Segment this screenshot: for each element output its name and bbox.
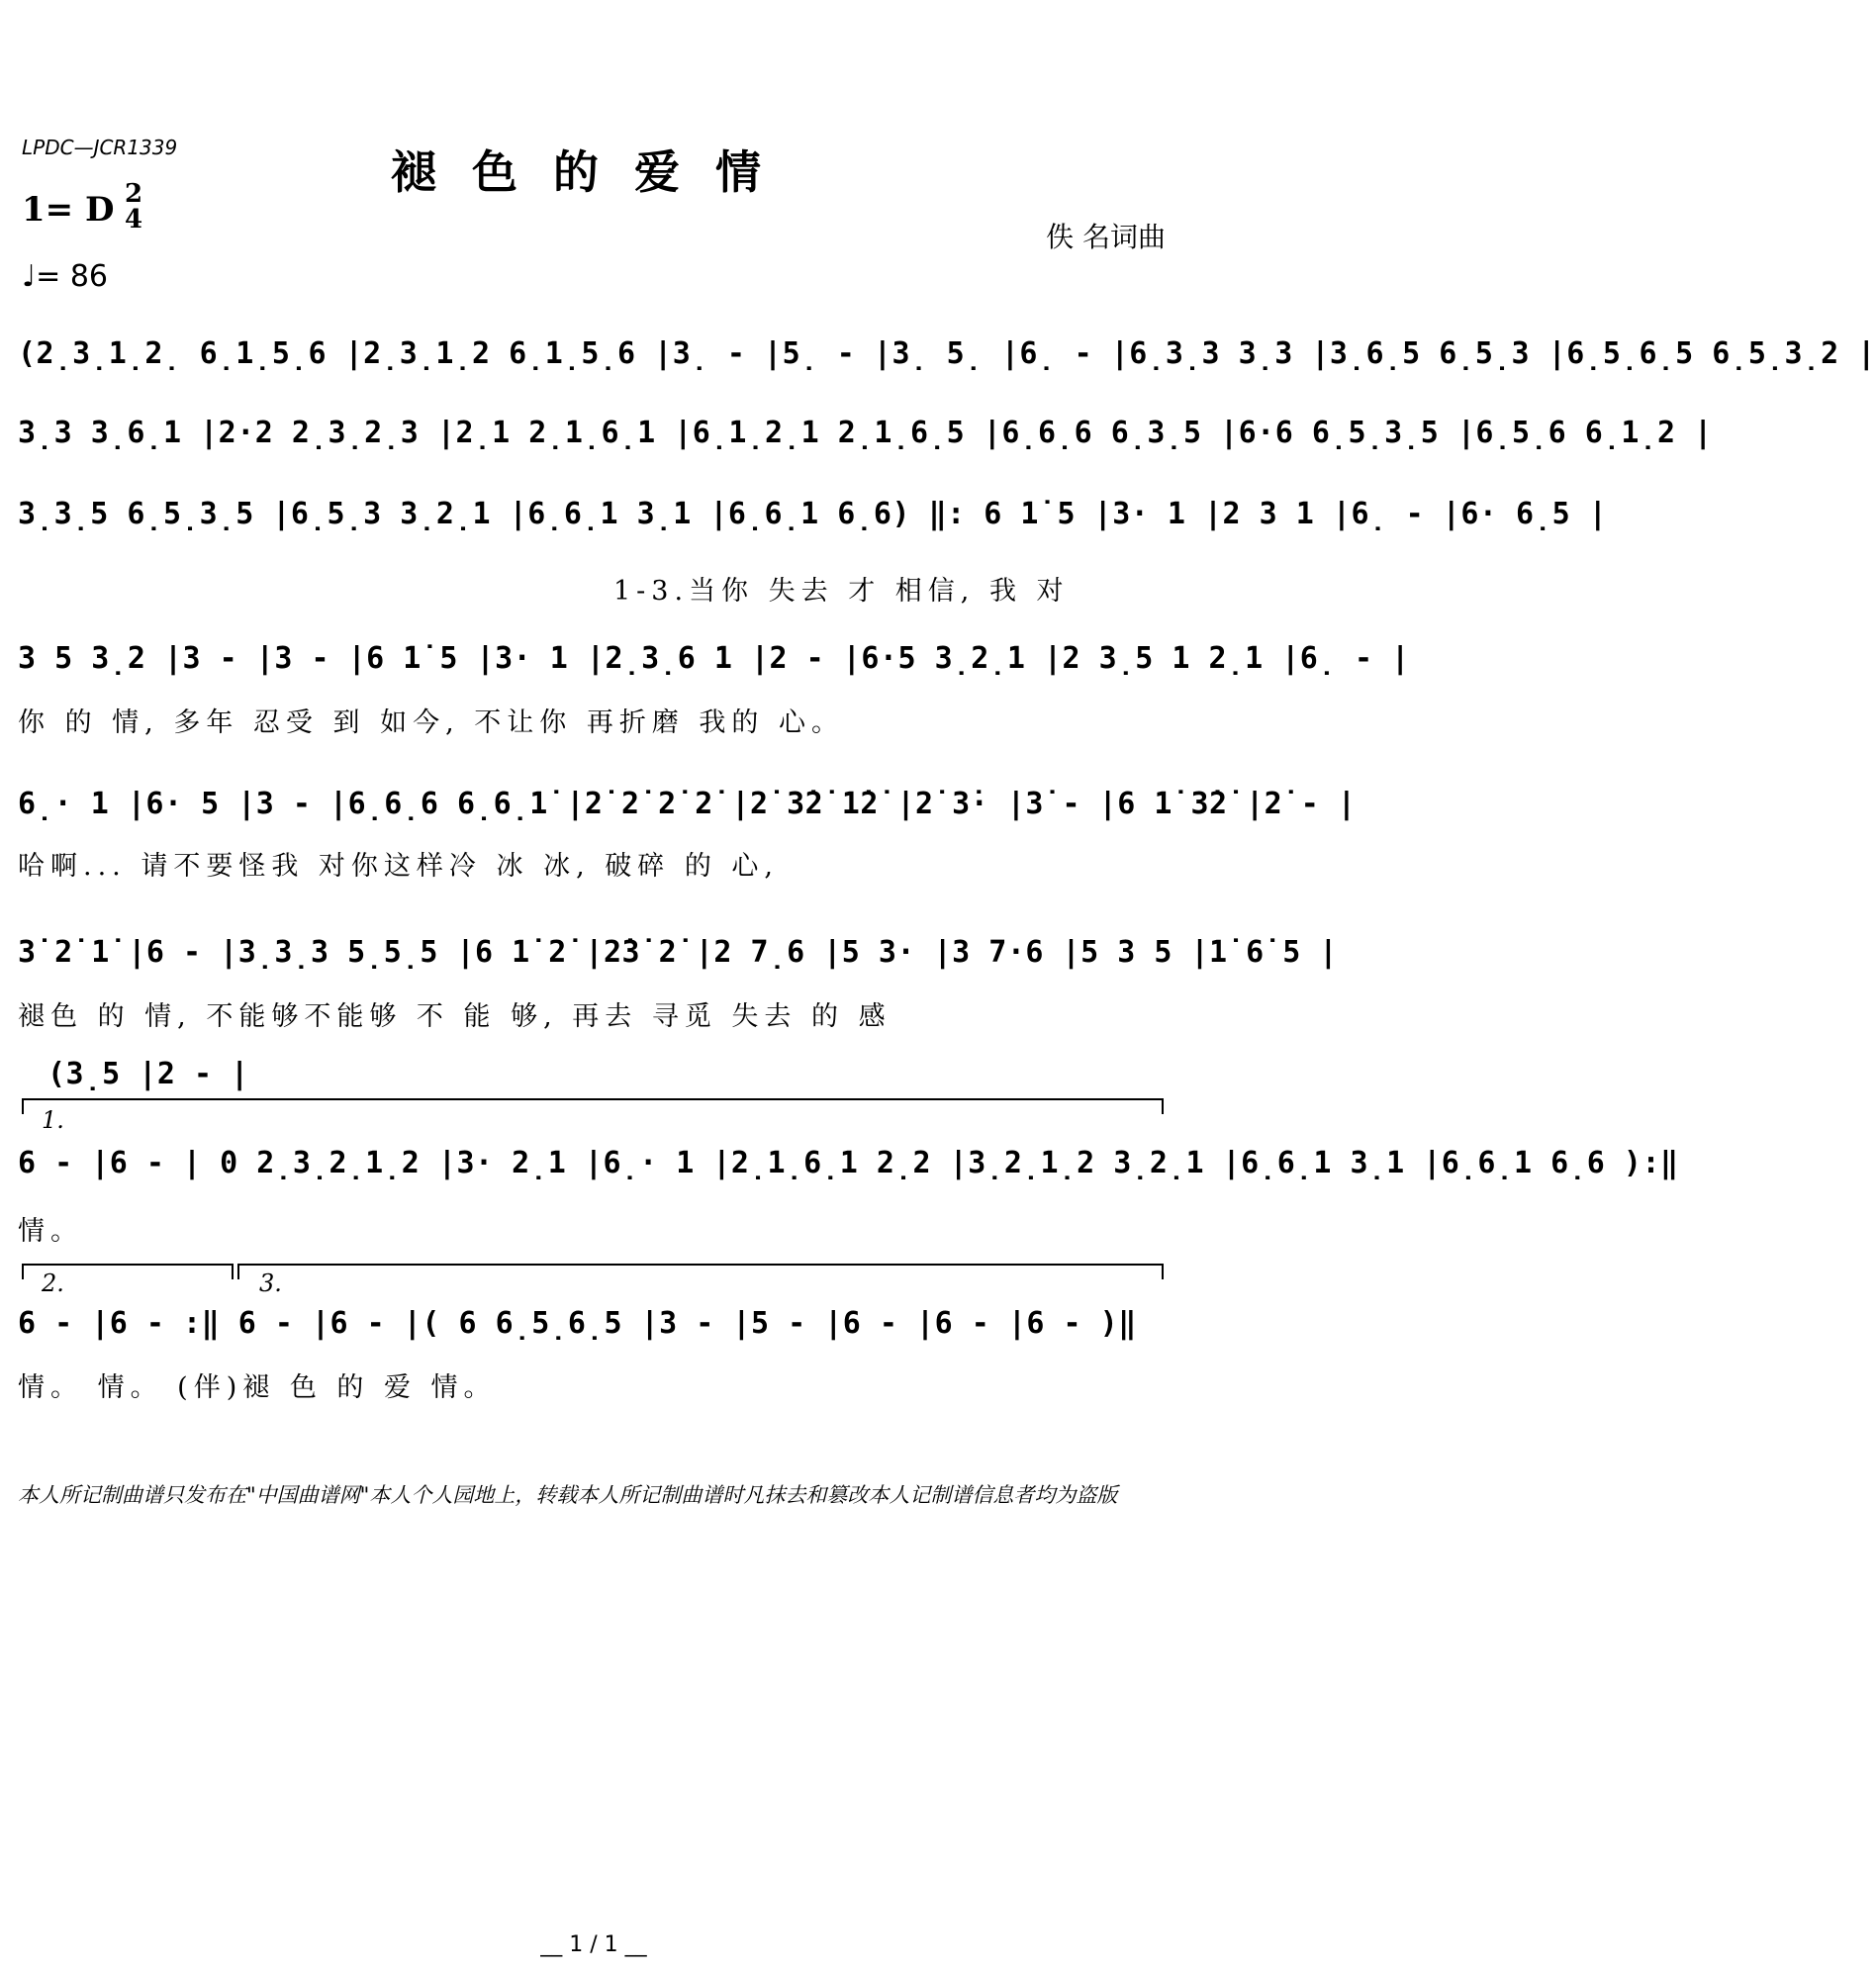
lyric-line-8: 情。 bbox=[18, 1216, 83, 1247]
ending-label-1: 1. bbox=[42, 1106, 64, 1134]
lyric-line-5: 哈啊... 请不要怪我 对你这样冷 冰 冰, 破碎 的 心, bbox=[18, 851, 779, 882]
song-title: 褪色的爱情 bbox=[391, 145, 797, 199]
score-line-5: 6̣· 1 |6· 5 |3 - |6̣6̣6 6̣6̣1̇ |2̇ 2̇ 2̇ 2̇ |2̇ 3̇2̇ 1̇2̇ |2̇ 3̇· |3̇ - |6 1̇ 3̇2̇ |2̇ - | bbox=[18, 787, 1357, 821]
score-line-6: 3̇ 2̇ 1̇ |6 - |3̣3̣3 5̣5̣5 |6 1̇ 2̇ |2̇3̇ 2̇ |2 7̣6 |5 3· |3 7·6 |5 3 5 |1̇ 6̇ 5 | bbox=[18, 935, 1338, 970]
ending-bracket-1 bbox=[22, 1098, 1164, 1114]
time-signature bbox=[125, 181, 142, 233]
score-line-3: 3̣3̣5 6̣5̣3̣5 |6̣5̣3 3̣2̣1 |6̣6̣1 3̣1 |6̣6̣1 6̣6) ‖: 6 1̇ 5 |3· 1 |2 3 1 |6̣ - |6· 6̣5 | bbox=[18, 497, 1608, 531]
score-line-7: (3̣5 |2 - | bbox=[47, 1057, 249, 1091]
score-line-9: 6 - |6 - :‖ 6 - |6 - |( 6 6̣5̣6̣5 |3 - |5 - |6 - |6 - |6 - )‖ bbox=[18, 1306, 1137, 1341]
meter-bottom: 4 bbox=[125, 205, 143, 235]
ending-bracket-3 bbox=[237, 1264, 1164, 1279]
composer-credit: 佚 名词曲 bbox=[1046, 221, 1166, 253]
score-line-4: 3 5 3̣2 |3 - |3 - |6 1̇ 5 |3· 1 |2̣3̣6 1 |2 - |6·5 3̣2̣1 |2 3̣5 1 2̣1 |6̣ - | bbox=[18, 641, 1410, 676]
ending-label-2: 2. bbox=[42, 1269, 64, 1297]
score-line-8: 6 - |6 - | 0 2̣3̣2̣1̣2 |3· 2̣1 |6̣· 1 |2̣1̣6̣1 2̣2 |3̣2̣1̣2 3̣2̣1 |6̣6̣1 3̣1 |6̣6̣1 6̣6 ):‖ bbox=[18, 1146, 1679, 1180]
ending-label-3: 3. bbox=[259, 1269, 282, 1297]
key-signature: 1= D bbox=[22, 190, 115, 230]
page-number: __ 1 / 1 __ bbox=[540, 1932, 647, 1957]
tempo-marking: ♩= 86 bbox=[22, 259, 108, 294]
lyric-line-9: 情。 情。 (伴)褪 色 的 爱 情。 bbox=[18, 1372, 497, 1403]
copyright-notice: 本人所记制曲谱只发布在"中国曲谱网"本人个人园地上，转载本人所记制曲谱时凡抹去和篡改本人记制谱信息者均为盗版 bbox=[18, 1483, 1118, 1507]
meter-top: 2 bbox=[125, 179, 143, 209]
lyric-line-3: 1-3.当你 失去 才 相信, 我 对 bbox=[613, 576, 1070, 607]
score-line-2: 3̣3 3̣6̣1 |2·2 2̣3̣2̣3 |2̣1 2̣1̣6̣1 |6̣1̣2̣1 2̣1̣6̣5 |6̣6̣6 6̣3̣5 |6·6 6̣5̣3̣5 |6̣5̣6 6̣1̣2 | bbox=[18, 416, 1713, 450]
score-line-1: (2̣3̣1̣2̣ 6̣1̣5̣6 |2̣3̣1̣2 6̣1̣5̣6 |3̣ - |5̣ - |3̣ 5̣ |6̣ - |6̣3̣3 3̣3 |3̣6̣5 6̣5̣3 |6̣5̣6̣5 6̣5̣3̣2 | bbox=[18, 336, 1876, 371]
lyric-line-4: 你 的 情, 多年 忍受 到 如今, 不让你 再折磨 我的 心。 bbox=[18, 707, 844, 738]
document-code: LPDC—JCR1339 bbox=[22, 136, 178, 159]
lyric-line-6: 褪色 的 情, 不能够不能够 不 能 够, 再去 寻觅 失去 的 感 bbox=[18, 1001, 891, 1032]
